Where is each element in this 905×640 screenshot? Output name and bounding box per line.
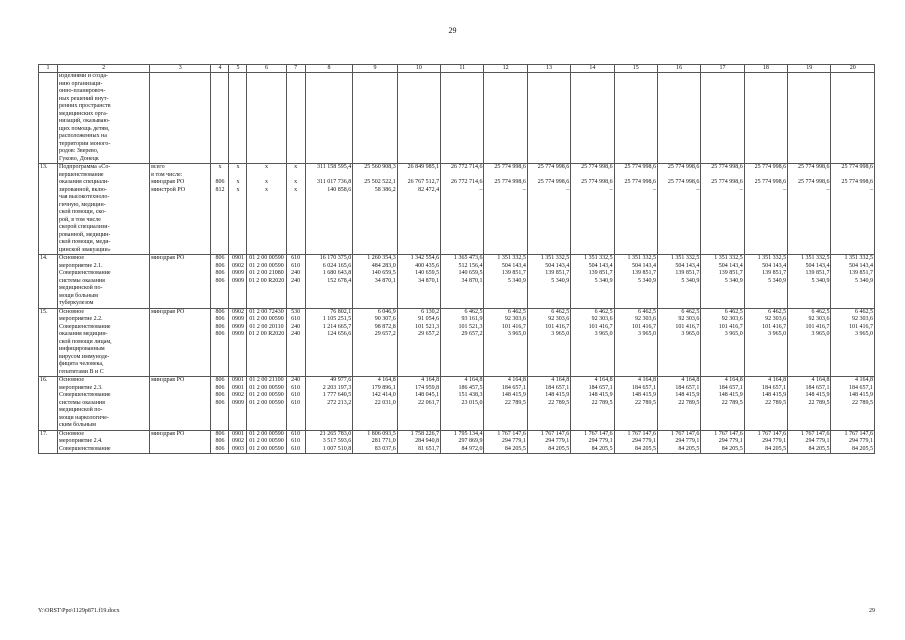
amount-cell: 6 130,2 91 054,6 101 521,3 29 657,2	[397, 308, 440, 377]
column-number: 4	[211, 65, 229, 73]
amount-cell: 6 462,5 92 303,6 101 416,7 3 965,0	[831, 308, 875, 377]
amount-cell: 6 462,5 92 303,6 101 416,7 3 965,0	[571, 308, 614, 377]
amount-cell: 1 351 332,5 504 143,4 139 851,7 5 340,9	[744, 255, 787, 309]
amount-cell: 6 462,5 92 303,6 101 416,7 3 965,0	[484, 308, 527, 377]
target-article-code: 01 2 00 00590 01 2 00 00590 01 2 00 21080 01 2 00 R2020	[247, 255, 286, 309]
grbs-code: 806 806 806 806	[211, 255, 229, 309]
amount-cell: 26 849 985,1 26 767 512,7 82 472,4	[397, 164, 440, 255]
amount-cell: 1 351 332,5 504 143,4 139 851,7 5 340,9	[701, 255, 744, 309]
expense-type-code: х х х	[286, 164, 305, 255]
amount-cell: 1 351 332,5 504 143,4 139 851,7 5 340,9	[484, 255, 527, 309]
column-number: 9	[353, 65, 397, 73]
amount-cell	[614, 73, 657, 164]
amount-cell: 6 462,5 92 303,6 101 416,7 3 965,0	[788, 308, 831, 377]
section-code: х х х	[229, 164, 247, 255]
column-number: 1	[39, 65, 58, 73]
column-number: 13	[527, 65, 570, 73]
amount-cell: 25 774 998,6 25 774 998,6 –	[614, 164, 657, 255]
amount-cell: 1 795 134,4 297 869,9 84 972,0	[441, 430, 484, 454]
grbs-code: 806 806 806 806	[211, 308, 229, 377]
expense-type-code	[286, 73, 305, 164]
amount-cell: 6 046,9 90 307,6 98 872,8 29 657,2	[353, 308, 397, 377]
amount-cell: 25 560 908,3 25 502 522,1 58 386,2	[353, 164, 397, 255]
column-number: 19	[788, 65, 831, 73]
amount-cell: 4 164,8 184 657,1 148 415,9 22 789,5	[657, 377, 700, 431]
section-code: 0901 0902 0909 0909	[229, 255, 247, 309]
amount-cell: 6 462,5 92 303,6 101 416,7 3 965,0	[614, 308, 657, 377]
amount-cell	[441, 73, 484, 164]
section-code: 0902 0909 0909 0909	[229, 308, 247, 377]
amount-cell	[305, 73, 353, 164]
amount-cell	[353, 73, 397, 164]
section-code	[229, 73, 247, 164]
target-article-code: 01 2 00 72430 01 2 00 00590 01 2 00 20110 01 2 00 R2020	[247, 308, 286, 377]
amount-cell: 4 164,8 184 657,1 148 415,9 22 789,5	[571, 377, 614, 431]
column-number: 16	[657, 65, 700, 73]
target-article-code: 01 2 00 00590 01 2 00 00590 01 2 00 00590	[247, 430, 286, 454]
amount-cell: 1 767 147,6 294 779,1 84 205,5	[571, 430, 614, 454]
amount-cell: 76 802,1 1 105 251,5 1 214 665,7 124 656,6	[305, 308, 353, 377]
amount-cell: 1 351 332,5 504 143,4 139 851,7 5 340,9	[657, 255, 700, 309]
column-number: 8	[305, 65, 353, 73]
amount-cell: 1 351 332,5 504 143,4 139 851,7 5 340,9	[788, 255, 831, 309]
table-row	[39, 73, 875, 164]
responsible-executor: минздрав РО	[150, 308, 211, 377]
row-name: Основное мероприятие 2.4. Совершенствование	[58, 430, 150, 454]
footer-page-number: 29	[869, 608, 875, 614]
column-number: 15	[614, 65, 657, 73]
page-number-top: 29	[448, 26, 457, 35]
amount-cell	[484, 73, 527, 164]
amount-cell	[527, 73, 570, 164]
expense-type-code: 240 610 610 610	[286, 377, 305, 431]
grbs-code: 806 806 806 806	[211, 377, 229, 431]
amount-cell: 4 164,8 184 657,1 148 415,9 22 789,5	[527, 377, 570, 431]
row-name: Подпрограмма «Со- вершенствование оказания специали- зированной, вклю- чая высокотехноло- гичную, медицин- ской помощи, ско- рой, в том числе скорой специализи- рованной, медицин- ской помощи, меди- цинской эвакуации»	[58, 164, 150, 255]
amount-cell: 311 158 595,4 311 017 736,8 140 858,6	[305, 164, 353, 255]
target-article-code	[247, 73, 286, 164]
amount-cell: 6 462,5 92 303,6 101 416,7 3 965,0	[701, 308, 744, 377]
amount-cell	[571, 73, 614, 164]
column-number: 10	[397, 65, 440, 73]
amount-cell: 6 462,5 93 161,9 101 521,3 29 657,2	[441, 308, 484, 377]
amount-cell: 21 265 783,0 3 517 593,6 1 007 510,8	[305, 430, 353, 454]
amount-cell	[397, 73, 440, 164]
amount-cell: 25 774 998,6 25 774 998,6 –	[657, 164, 700, 255]
amount-cell: 1 767 147,6 294 779,1 84 205,5	[657, 430, 700, 454]
responsible-executor: минздрав РО	[150, 255, 211, 309]
row-number: 14.	[39, 255, 58, 309]
column-number: 12	[484, 65, 527, 73]
amount-cell: 26 772 714,6 26 772 714,6 –	[441, 164, 484, 255]
amount-cell: 4 164,8 184 657,1 148 415,9 22 789,5	[614, 377, 657, 431]
row-name: Основное мероприятие 2.3. Совершенствование системы оказания медицинской по- мощи наркологиче- ским больным	[58, 377, 150, 431]
amount-cell: 1 758 226,7 284 940,8 81 651,7	[397, 430, 440, 454]
amount-cell: 1 365 473,6 512 156,4 140 659,5 34 870,1	[441, 255, 484, 309]
amount-cell: 49 977,6 2 203 197,3 1 777 640,5 272 213,2	[305, 377, 353, 431]
amount-cell: 4 164,8 184 657,1 148 415,9 22 789,5	[484, 377, 527, 431]
table-row	[39, 430, 875, 454]
amount-cell: 25 774 998,6 25 774 998,6 –	[701, 164, 744, 255]
amount-cell	[788, 73, 831, 164]
amount-cell	[701, 73, 744, 164]
row-number: 17.	[39, 430, 58, 454]
row-number: 16.	[39, 377, 58, 431]
amount-cell	[657, 73, 700, 164]
amount-cell: 6 462,5 92 303,6 101 416,7 3 965,0	[527, 308, 570, 377]
expense-type-code: 610 610 610	[286, 430, 305, 454]
responsible-executor: минздрав РО	[150, 377, 211, 431]
amount-cell: 25 774 998,6 25 774 998,6 –	[744, 164, 787, 255]
table-row	[39, 164, 875, 255]
row-number: 15.	[39, 308, 58, 377]
amount-cell: 25 774 998,6 25 774 998,6 –	[571, 164, 614, 255]
column-number: 14	[571, 65, 614, 73]
amount-cell: 4 164,8 186 457,5 151 438,3 23 015,0	[441, 377, 484, 431]
column-number: 17	[701, 65, 744, 73]
table-row	[39, 308, 875, 377]
amount-cell: 4 164,8 184 657,1 148 415,9 22 789,5	[701, 377, 744, 431]
amount-cell: 4 164,8 184 657,1 148 415,9 22 789,5	[788, 377, 831, 431]
row-name: Основное мероприятие 2.1. Совершенствование системы оказания медицинской по- мощи больным туберкулезом	[58, 255, 150, 309]
amount-cell: 1 351 332,5 504 143,4 139 851,7 5 340,9	[831, 255, 875, 309]
amount-cell: 1 767 147,6 294 779,1 84 205,5	[744, 430, 787, 454]
column-number: 18	[744, 65, 787, 73]
amount-cell: 1 806 093,5 281 771,0 83 037,6	[353, 430, 397, 454]
amount-cell: 25 774 998,6 25 774 998,6 –	[527, 164, 570, 255]
column-number: 7	[286, 65, 305, 73]
footer-file-path: Y:\ORST\Ppo\1129p871.f19.docx	[38, 608, 120, 614]
amount-cell: 4 164,8 174 959,8 148 045,1 22 061,7	[397, 377, 440, 431]
amount-cell: 4 164,8 184 657,1 148 415,9 22 789,5	[744, 377, 787, 431]
row-number: 13.	[39, 164, 58, 255]
grbs-code	[211, 73, 229, 164]
amount-cell	[744, 73, 787, 164]
amount-cell: 1 260 354,3 484 283,0 140 659,5 34 870,1	[353, 255, 397, 309]
column-number: 11	[441, 65, 484, 73]
column-number: 6	[247, 65, 286, 73]
amount-cell: 1 767 147,6 294 779,1 84 205,5	[527, 430, 570, 454]
amount-cell: 4 164,8 179 896,1 142 414,0 22 031,0	[353, 377, 397, 431]
amount-cell: 4 164,8 184 657,1 148 415,9 22 789,5	[831, 377, 875, 431]
amount-cell: 1 342 554,6 400 435,6 140 659,5 34 870,1	[397, 255, 440, 309]
column-number-row	[39, 65, 875, 73]
amount-cell: 1 767 147,6 294 779,1 84 205,5	[701, 430, 744, 454]
amount-cell: 1 767 147,6 294 779,1 84 205,5	[788, 430, 831, 454]
grbs-code: 806 806 806	[211, 430, 229, 454]
amount-cell: 6 462,5 92 303,6 101 416,7 3 965,0	[657, 308, 700, 377]
amount-cell	[831, 73, 875, 164]
amount-cell: 25 774 998,6 25 774 998,6 –	[484, 164, 527, 255]
section-code: 0901 0901 0902 0909	[229, 377, 247, 431]
amount-cell: 1 351 332,5 504 143,4 139 851,7 5 340,9	[614, 255, 657, 309]
responsible-executor: всего в том числе: минздрав РО минстрой РО	[150, 164, 211, 255]
amount-cell: 16 170 375,0 6 024 165,6 1 680 643,8 152 678,4	[305, 255, 353, 309]
expense-type-code: 530 610 240 240	[286, 308, 305, 377]
target-article-code: 01 2 00 21100 01 2 00 00590 01 2 00 00590 01 2 00 00590	[247, 377, 286, 431]
expense-type-code: 610 610 240 240	[286, 255, 305, 309]
column-number: 20	[831, 65, 875, 73]
table-row	[39, 255, 875, 309]
amount-cell: 1 767 147,6 294 779,1 84 205,5	[831, 430, 875, 454]
amount-cell: 1 767 147,6 294 779,1 84 205,5	[484, 430, 527, 454]
table-row	[39, 377, 875, 431]
amount-cell: 25 774 998,6 25 774 998,6 –	[831, 164, 875, 255]
responsible-executor	[150, 73, 211, 164]
target-article-code: х х х	[247, 164, 286, 255]
budget-table	[38, 64, 875, 454]
section-code: 0901 0902 0903	[229, 430, 247, 454]
grbs-code: х 806 812	[211, 164, 229, 255]
responsible-executor: минздрав РО	[150, 430, 211, 454]
row-name: Основное мероприятие 2.2. Совершенствование оказания медицин- ской помощи лицам, инфицированным вирусом иммуноде- фицита человека, гепатитами В и С	[58, 308, 150, 377]
amount-cell: 1 767 147,6 294 779,1 84 205,5	[614, 430, 657, 454]
column-number: 5	[229, 65, 247, 73]
amount-cell: 25 774 998,6 25 774 998,6 –	[788, 164, 831, 255]
column-number: 3	[150, 65, 211, 73]
amount-cell: 1 351 332,5 504 143,4 139 851,7 5 340,9	[571, 255, 614, 309]
amount-cell: 1 351 332,5 504 143,4 139 851,7 5 340,9	[527, 255, 570, 309]
amount-cell: 6 462,5 92 303,6 101 416,7 3 965,0	[744, 308, 787, 377]
row-number	[39, 73, 58, 164]
column-number: 2	[58, 65, 150, 73]
row-name: изделиями и созда- нию организаци- онно-планировоч- ных решений внут- ренних пространств медицинских орга- низаций, оказываю- щих помощь детям, расположенных на территории моного- родов: Зверево, Гуково, Донецк	[58, 73, 150, 164]
